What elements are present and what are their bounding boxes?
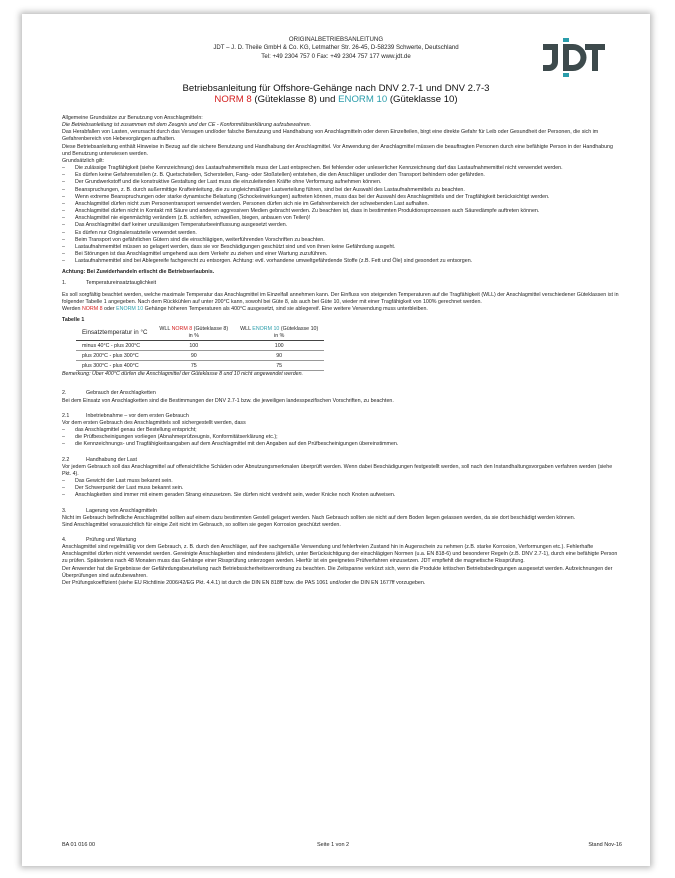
section-number: 4. [62, 536, 67, 543]
table-cell: 100 [234, 341, 324, 351]
title-text: (Güteklasse 10) [387, 94, 458, 106]
list-item: – das Anschlagmittel genau der Bestellung entspricht; [62, 427, 622, 434]
table-cell: 90 [234, 351, 324, 361]
section-title: Prüfung und Wartung [86, 536, 137, 543]
table-cell: minus 40°C - plus 200°C [76, 341, 153, 351]
title-line-1: Betriebsanleitung für Offshore-Gehänge nach DNV 2.7-1 und DNV 2.7-3 [182, 83, 490, 94]
list-item: – Das Gewicht der Last muss bekannt sein. [62, 478, 622, 485]
warning-text: Achtung: Bei Zuwiderhandeln erlischt die Betriebserlaubnis. [62, 269, 215, 276]
document-page [22, 14, 650, 866]
section-heading-2 [62, 390, 622, 397]
table-1-caption: Tabelle 1 [62, 317, 85, 324]
list-item: – Lastaufnahmemittel müssen so gelagert werden, dass sie vor Beschädigungen geschützt sind und von ihnen keine Gefährdung ausgeht. [62, 244, 622, 251]
section-title: Inbetriebnahme – vor dem ersten Gebrauch [86, 412, 189, 419]
list-item: – Anschlagmittel nie eigenmächtig verändern (z.B. schleifen, schweißen, biegen, anbauen von Teilen)! [62, 215, 622, 222]
table-cell: 75 [234, 361, 324, 371]
list-item: – Es dürfen nur Originalersatzteile verwendet werden. [62, 230, 622, 237]
list-item: – Der Grundwerkstoff und die konstruktive Gestaltung der Last muss die einzuleitenden Kräfte ohne Verformung aufnehmen können. [62, 179, 622, 186]
document-body [62, 115, 622, 587]
list-item: – Beanspruchungen, z. B. durch außermittige Krafteinleitung, die zu ungleichmäßiger Lastverteilung führen, sind bei der Auswahl des Lastaufnahmemittels zu beachten. [62, 187, 622, 194]
list-item: – Anschlagmittel dürfen nicht zum Personentransport verwendet werden. Personen dürfen sich nie im Gefahrenbereich der schwebenden Last aufhalten. [62, 201, 622, 208]
company-line: Tel: +49 2304 757 0 Fax: +49 2304 757 177 www.jdt.de [261, 52, 411, 60]
general-intro: Das Herabfallen von Lasten, verursacht durch das Versagen und/oder falsche Benutzung und Handhabung von Anschlagmitteln oder deren Einzelteilen, birgt eine direkte Gefahr für Leib oder Gesundheit der Personen, die sich im Gefahrenbereich von Hebevorgängen aufhalten. [62, 129, 599, 143]
list-item: – Wenn extreme Beanspruchungen oder starke dynamische Belastung (Schockeinwirkungen) auftreten können, muss das bei der Auswahl des Anschlagmittels und der Tragfähigkeit berücksichtigt werden. [62, 194, 622, 201]
list-item: – Anschlagketten sind immer mit einem geraden Strang einzusetzen. Sie dürfen nicht verdreht sein, weder Knicke noch Knoten aufweisen. [62, 492, 622, 499]
list-item: – Es dürfen keine Gefahrenstellen (z. B. Quetschstellen, Scherstellen, Fang- oder Stoßstellen) entstehen, die den Anschläger und/oder den Transport behindern oder gefährden. [62, 172, 622, 179]
document-date: Stand Nov-16 [588, 842, 622, 848]
section-title: Gebrauch der Anschlagketten [86, 390, 156, 397]
table-cell: 75 [153, 361, 234, 371]
table-row [76, 341, 324, 351]
list-item: – Das Anschlagmittel darf keiner unzulässigen Temperaturbeeinflussung ausgesetzt werden. [62, 222, 622, 229]
section-1-text: Es soll sorgfältig beachtet werden, welche maximale Temperatur das Anschlagmittel im Einzelfall annehmen kann. Der Einfluss von steigenden Temperaturen auf die Tragfähigkeit (WLL) der Anschlagmittel verschiedener Güteklassen ist in folgender Tabelle 1 angegeben. Nach dem Rückkühlen auf unter 200°C kann, sowohl bei Güte 8, als auch bei Güte 10, wieder mit einer Tragfähigkeit von 100% gerechnet werden. [62, 291, 619, 305]
section-number: 3. [62, 507, 67, 514]
norm8-label: NORM 8 [214, 94, 252, 106]
section-4-text: Anschlagmittel sind regelmäßig vor dem Gebrauch, z. B. durch den Anschläger, auf ihre sachgemäße Verwendung und fehlerfreien Zustand hin in Augenschein zu nehmen (z.B. starke Korrosion, Verformungen etc.). Fehlerhafte Anschlagmittel dürfen nicht verwendet werden. Gereinigte Anschlagketten sind mindestens jährlich, unter Berücksichtigung der einschlägigen Normen (u.a. EN 818-6) und besonderer Regeln (z.B. DNV 2.7-1), durch eine befähigte Person zu prüfen. Spätestens nach 48 Monaten muss das Gehänge einer Rissprüfung unterzogen werden. Hierfür ist ein geeignetes Prüfverfahren einzusetzen. JDT empfiehlt die magnetische Rissprüfung. [62, 544, 618, 565]
section-title: Temperatureinsatztauglichkeit [86, 280, 157, 287]
table-cell: 90 [153, 351, 234, 361]
company-line: ORIGINALBETRIEBSANLEITUNG [288, 36, 384, 43]
list-item: – Bei Störungen ist das Anschlagmittel umgehend aus dem Verkehr zu ziehen und einer Wartung zuzuführen. [62, 251, 622, 258]
company-line: JDT – J. D. Theile GmbH & Co. KG, Letmather Str. 26-45, D-58239 Schwerte, Deutschland [213, 44, 459, 52]
page-number: Seite 1 von 2 [317, 842, 350, 848]
section-heading-3 [62, 508, 622, 515]
section-title: Handhabung der Last [86, 456, 137, 463]
document-title [22, 83, 650, 106]
section-number: 2.1 [62, 412, 70, 419]
table-header-wll-enorm10: WLL ENORM 10 (Güteklasse 10) in % [234, 325, 324, 341]
section-2-2-text: Vor jedem Gebrauch soll das Anschlagmittel auf offensichtliche Schäden oder Abnutzungsmerkmalen überprüft werden. Wenn dabei Beschädigungen festgestellt werden, soll nach den Instandhaltungsvorgaben verfahren werden (siehe Pkt. 4). [62, 463, 613, 477]
list-item: – die Kennzeichnungs- und Tragfähigkeitsangaben auf dem Anschlagmittel mit den Angaben auf den Prüfbescheinigungen übereinstimmen. [62, 441, 622, 448]
section-heading-4 [62, 537, 622, 544]
section-number: 2. [62, 390, 67, 397]
general-intro-2: Diese Betriebsanleitung enthält Hinweise in Bezug auf die sichere Benutzung und Handhabung der Anschlagmittel. Vor Anwendung der Anschlagmittel müssen die beauftragten Personen durch eine befähigte Person in der Handhabung und Benutzung unterwiesen werden. [62, 143, 613, 157]
section-2-1-text: Vor dem ersten Gebrauch des Anschlagmittels soll sichergestellt werden, dass [62, 419, 246, 426]
section-number: 2.2 [62, 456, 70, 463]
list-item: – Die zulässige Tragfähigkeit (siehe Kennzeichnung) des Lastaufnahmemittels muss der Last entsprechen. Bei fehlender oder unleserlicher Kennzeichnung darf das Lastaufnahmemittel nicht verwendet werden. [62, 165, 622, 172]
general-heading: Allgemeine Grundsätze zur Benutzung von Anschlagmitteln: [62, 115, 203, 121]
table-header-temperature: Einsatztemperatur in °C [76, 325, 153, 341]
general-italic-note: Die Betriebsanleitung ist zusammen mit dem Zeugnis und der CE - Konformitätserklärung aufzubewahren. [62, 122, 312, 129]
table-row [76, 351, 324, 361]
section-2-text: Bei dem Einsatz von Anschlagketten sind die Bestimmungen der DNV 2.7-1 bzw. die jeweiligen landesspezifischen Vorschriften, zu beachten. [62, 397, 394, 404]
table-note: Bemerkung: Über 400°C dürfen die Anschlagmittel der Güteklasse 8 und 10 nicht angewendet werden. [62, 371, 304, 378]
section-heading-2-1 [62, 413, 622, 420]
section-2-1-list [62, 427, 622, 448]
table-cell: plus 200°C - plus 300°C [76, 351, 153, 361]
list-item: – Anschlagmittel dürfen nicht in Kontakt mit Säure und anderen aggressiven Medien gebracht werden. Zu beachten ist, dass in bestimmten Produktionsprozessen auch Säuredämpfe auftreten können. [62, 208, 622, 215]
table-cell: 100 [153, 341, 234, 351]
norm8-label: NORM 8 [81, 305, 103, 312]
section-2-2-list [62, 478, 622, 499]
title-line-2 [22, 94, 650, 105]
general-rules-list [62, 165, 622, 265]
section-1-text-2: Werden NORM 8 oder ENORM 10 Gehänge höheren Temperaturen als 400°C ausgesetzt, sind sie ablegereif. Eine weitere Verwendung muss unterbleiben. [62, 305, 428, 312]
section-heading-1 [62, 280, 622, 287]
table-row [76, 361, 324, 371]
table-header-wll-norm8: WLL NORM 8 (Güteklasse 8) in % [153, 325, 234, 341]
section-4-text-2: Der Anwender hat die Ergebnisse der Gefährdungsbeurteilung nach Betriebssicherheitsverordnung zu beachten. Die Zeitspanne verkürzt sich, wenn die Produkte kritischen Betriebsbedingungen ausgesetzt werden. Aufzeichnungen der Überprüfungen sind aufzubewahren. [62, 565, 613, 579]
enorm10-label: ENORM 10 [116, 305, 144, 312]
list-item: – die Prüfbescheinigungen vorliegen (Abnahmeprüfzeugnis, Konformitätserklärung etc.); [62, 434, 622, 441]
table-cell: plus 300°C - plus 400°C [76, 361, 153, 371]
section-heading-2-2 [62, 457, 622, 464]
title-text: (Güteklasse 8) und [251, 94, 339, 106]
section-number: 1. [62, 280, 67, 287]
section-3-text-2: Sind Anschlagmittel voraussichtlich für einige Zeit nicht im Gebrauch, so sollten sie gegen Korrosion geschützt werden. [62, 521, 341, 528]
enorm10-label: ENORM 10 [338, 94, 388, 106]
list-item: – Beim Transport von gefährlichen Gütern sind die einschlägigen, weiterführenden Vorschriften zu beachten. [62, 237, 622, 244]
general-grundsatz: Grundsätzlich gilt: [62, 157, 105, 164]
section-3-text: Nicht im Gebrauch befindliche Anschlagmittel sollten auf einem dazu bestimmten Gestell gelagert werden. Nach Gebrauch sollten sie nicht auf dem Boden liegen gelassen werden, da sie dort beschädigt werden können. [62, 514, 576, 521]
document-number: BA 01 016 00 [62, 842, 96, 848]
section-4-text-3: Der Prüfungskoeffizient (siehe EU Richtlinie 2006/42/EG Pkt. 4.4.1) ist durch die DIN EN 818ff bzw. die PAS 1061 und/oder die DIN EN 1677ff vorzugeben. [62, 579, 426, 586]
list-item: – Lastaufnahmemittel sind bei Ablegereife fachgerecht zu entsorgen. Achtung: evtl. vorhandene umweltgefährdende Stoffe (z.B. Fett und Öle) sind gesondert zu entsorgen. [62, 258, 622, 265]
section-title: Lagerung von Anschlagmitteln [86, 507, 157, 514]
temperature-table [76, 325, 324, 371]
jdt-logo [537, 38, 607, 78]
list-item: – Der Schwerpunkt der Last muss bekannt sein. [62, 485, 622, 492]
